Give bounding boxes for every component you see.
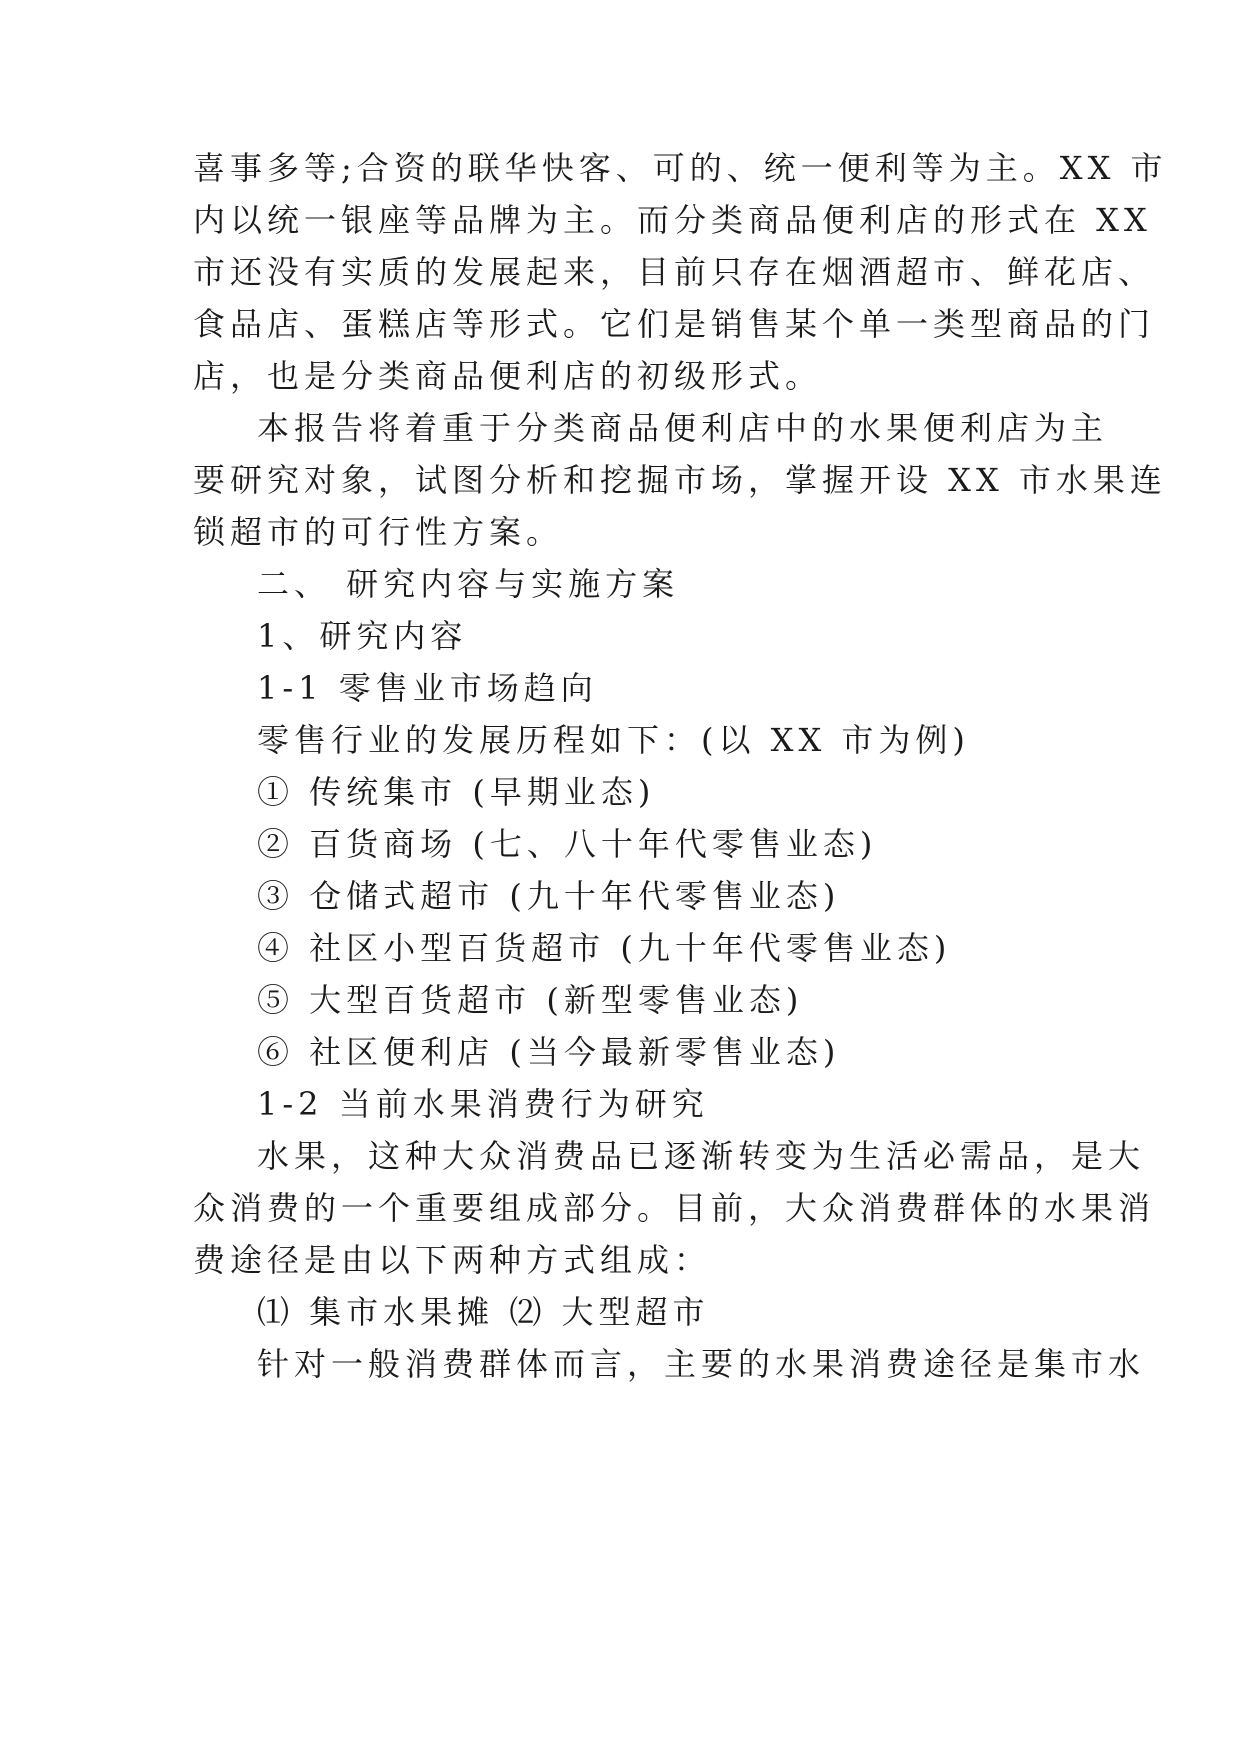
text-line: 针对一般消费群体而言，主要的水果消费途径是集市水: [257, 1345, 1146, 1383]
list-item: ① 传统集市 (早期业态): [257, 773, 656, 811]
text-line: 零售行业的发展历程如下：(以 XX 市为例): [257, 721, 970, 759]
text-line: 要研究对象，试图分析和挖掘市场，掌握开设 XX 市水果连: [193, 461, 1167, 499]
list-item: ⑥ 社区便利店 (当今最新零售业态): [257, 1033, 841, 1071]
text-line: 锁超市的可行性方案。: [193, 513, 564, 551]
text-line: 店，也是分类商品便利店的初级形式。: [193, 357, 823, 395]
list-item: ⑴ 集市水果摊 ⑵ 大型超市: [257, 1293, 710, 1331]
text-line: 内以统一银座等品牌为主。而分类商品便利店的形式在 XX: [193, 201, 1152, 239]
list-item: ④ 社区小型百货超市 (九十年代零售业态): [257, 929, 952, 967]
text-line: 费途径是由以下两种方式组成：: [193, 1241, 712, 1279]
list-item: ⑤ 大型百货超市 (新型零售业态): [257, 981, 804, 1019]
text-line: 本报告将着重于分类商品便利店中的水果便利店为主: [257, 409, 1109, 447]
text-line: 众消费的一个重要组成部分。目前，大众消费群体的水果消: [193, 1189, 1156, 1227]
section-heading: 二、 研究内容与实施方案: [257, 565, 680, 603]
list-item: ② 百货商场 (七、八十年代零售业态): [257, 825, 878, 863]
text-line: 市还没有实质的发展起来，目前只存在烟酒超市、鲜花店、: [193, 253, 1156, 291]
subsection-heading: 1-1 零售业市场趋向: [257, 669, 598, 707]
text-line: 食品店、蛋糕店等形式。它们是销售某个单一类型商品的门: [193, 305, 1156, 343]
subsection-heading: 1、研究内容: [257, 617, 468, 655]
subsection-heading: 1-2 当前水果消费行为研究: [257, 1085, 709, 1123]
list-item: ③ 仓储式超市 (九十年代零售业态): [257, 877, 841, 915]
text-line: 喜事多等;合资的联华快客、可的、统一便利等为主。XX 市: [193, 149, 1168, 187]
text-line: 水果，这种大众消费品已逐渐转变为生活必需品，是大: [257, 1137, 1146, 1175]
